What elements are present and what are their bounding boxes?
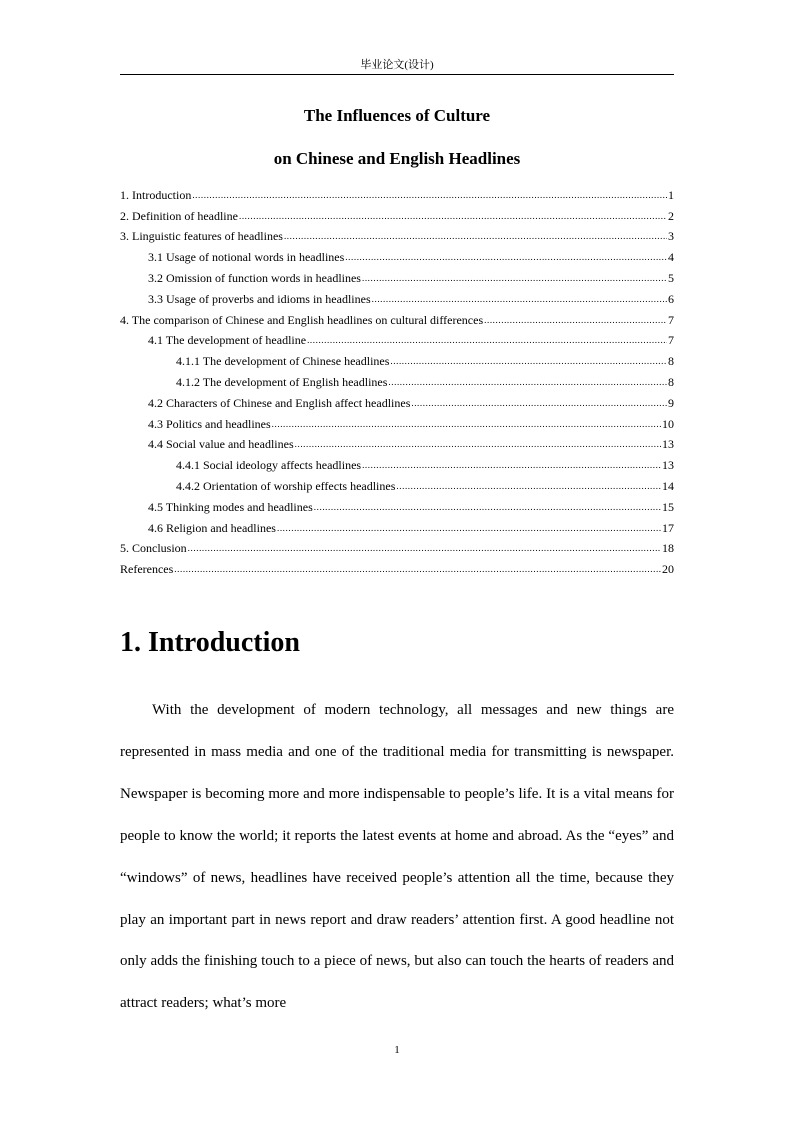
toc-dot-leader xyxy=(295,437,661,451)
toc-page-number: 13 xyxy=(662,437,674,452)
toc-entry[interactable] xyxy=(120,431,674,452)
toc-entry[interactable] xyxy=(120,535,674,556)
toc-dot-leader xyxy=(277,521,661,535)
table-of-contents xyxy=(120,181,674,576)
toc-page-number: 3 xyxy=(668,229,674,244)
toc-entry-title: 4.5 Thinking modes and headlines xyxy=(148,499,313,514)
toc-page-number: 8 xyxy=(668,374,674,389)
toc-entry[interactable] xyxy=(120,327,674,348)
intro-paragraph: With the development of modern technology, all messages and new things are represented in mass media and one of the traditional media for transmitting is newspaper. Newspaper is becoming more and more indispensable to people’s life. It is a vital means for people to know the world; it reports the latest events at home and abroad. As the “eyes” and “windows” of news, headlines have received people’s attention all the time, because they play an important part in news report and draw readers’ attention first. A good headline not only adds the finishing touch to a piece of news, but also can touch the hearts of readers and attract readers; what’s more xyxy=(120,702,674,1012)
toc-page-number: 18 xyxy=(662,541,674,556)
toc-entry-title: 3. Linguistic features of headlines xyxy=(120,229,283,244)
toc-entry-title: 4. The comparison of Chinese and English headlines on cultural differences xyxy=(120,312,484,327)
toc-dot-leader xyxy=(174,562,661,576)
thesis-title-line-2: on Chinese and English Headlines xyxy=(273,149,521,168)
toc-entry-title: 4.4.1 Social ideology affects headlines xyxy=(176,458,362,473)
header-rule xyxy=(120,74,674,75)
toc-entry[interactable] xyxy=(120,347,674,368)
page-number: 1 xyxy=(394,1044,400,1056)
toc-entry-title: 4.4 Social value and headlines xyxy=(148,437,294,452)
toc-dot-leader xyxy=(272,417,661,431)
toc-page-number: 17 xyxy=(662,520,674,535)
toc-dot-leader xyxy=(388,375,667,389)
toc-entry[interactable] xyxy=(120,472,674,493)
toc-entry-title: 4.1 The development of headline xyxy=(148,333,307,348)
toc-dot-leader xyxy=(390,354,667,368)
toc-entry-title: 4.1.1 The development of Chinese headlines xyxy=(176,354,390,369)
toc-entry[interactable] xyxy=(120,264,674,285)
toc-dot-leader xyxy=(362,271,667,285)
toc-entry[interactable] xyxy=(120,451,674,472)
toc-page-number: 1 xyxy=(668,187,674,202)
toc-entry[interactable] xyxy=(120,285,674,306)
toc-page-number: 7 xyxy=(668,312,674,327)
toc-entry-title: 4.4.2 Orientation of worship effects headlines xyxy=(176,478,396,493)
toc-entry[interactable] xyxy=(120,514,674,535)
toc-entry-title: 2. Definition of headline xyxy=(120,208,238,223)
toc-dot-leader xyxy=(396,479,661,493)
toc-entry[interactable] xyxy=(120,202,674,223)
toc-dot-leader xyxy=(192,188,667,202)
toc-dot-leader xyxy=(284,229,667,243)
toc-entry[interactable] xyxy=(120,410,674,431)
toc-dot-leader xyxy=(411,396,667,410)
toc-entry-title: 4.3 Politics and headlines xyxy=(148,416,271,431)
toc-page-number: 4 xyxy=(668,250,674,265)
toc-entry-title: 3.1 Usage of notional words in headlines xyxy=(148,250,345,265)
toc-entry-title: 4.1.2 The development of English headlines xyxy=(176,374,388,389)
toc-page-number: 15 xyxy=(662,499,674,514)
toc-page-number: 2 xyxy=(668,208,674,223)
running-header: 毕业论文(设计) xyxy=(360,59,434,71)
toc-dot-leader xyxy=(484,313,667,327)
toc-entry-title: 3.2 Omission of function words in headlines xyxy=(148,270,361,285)
toc-entry[interactable] xyxy=(120,555,674,576)
toc-dot-leader xyxy=(345,250,667,264)
toc-entry[interactable] xyxy=(120,368,674,389)
toc-page-number: 5 xyxy=(668,270,674,285)
toc-page-number: 6 xyxy=(668,291,674,306)
toc-page-number: 20 xyxy=(662,562,674,577)
toc-entry[interactable] xyxy=(120,181,674,202)
toc-dot-leader xyxy=(372,292,667,306)
toc-page-number: 14 xyxy=(662,478,674,493)
toc-entry-title: 4.2 Characters of Chinese and English affect headlines xyxy=(148,395,411,410)
toc-entry-title: 1. Introduction xyxy=(120,187,192,202)
toc-entry-title: 5. Conclusion xyxy=(120,541,187,556)
toc-entry[interactable] xyxy=(120,389,674,410)
toc-dot-leader xyxy=(314,500,661,514)
thesis-title-line-1: The Influences of Culture xyxy=(303,106,491,125)
toc-entry-title: 4.6 Religion and headlines xyxy=(148,520,276,535)
toc-page-number: 8 xyxy=(668,354,674,369)
toc-entry[interactable] xyxy=(120,493,674,514)
toc-entry-title: References xyxy=(120,562,174,577)
toc-page-number: 13 xyxy=(662,458,674,473)
toc-entry[interactable] xyxy=(120,243,674,264)
toc-page-number: 10 xyxy=(662,416,674,431)
toc-dot-leader xyxy=(188,541,661,555)
toc-dot-leader xyxy=(362,458,661,472)
section-heading: 1. Introduction xyxy=(120,627,300,658)
toc-page-number: 9 xyxy=(668,395,674,410)
toc-page-number: 7 xyxy=(668,333,674,348)
toc-entry-title: 3.3 Usage of proverbs and idioms in headlines xyxy=(148,291,371,306)
toc-entry[interactable] xyxy=(120,223,674,244)
toc-dot-leader xyxy=(307,333,667,347)
toc-dot-leader xyxy=(239,209,667,223)
toc-entry[interactable] xyxy=(120,306,674,327)
